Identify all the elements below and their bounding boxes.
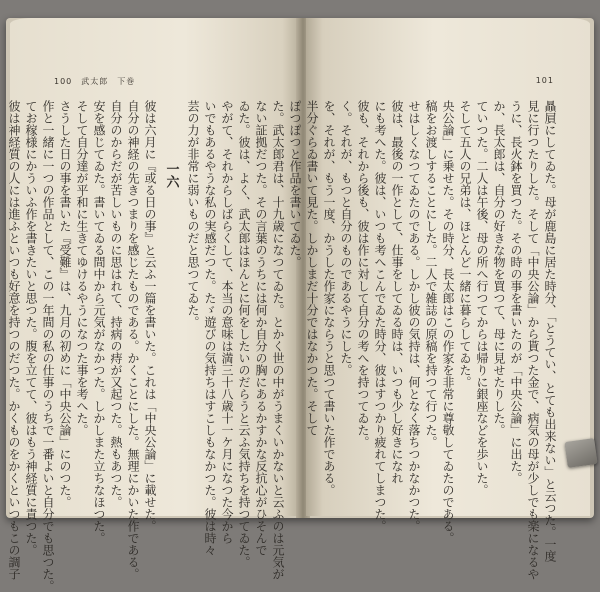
text-line: 贔屓にしてゐた。母が鹿島に居た時分、「とうてい、とても出来ない」と云つた。一度 [543,100,557,562]
section-number: 一六 [163,162,179,188]
text-line: うに、長火鉢を買つた。その時の事を書いたのが「中央公論」に出た。 [509,100,523,484]
left-page-text [7,100,286,592]
text-line: せはしくなつてゐたのである。しかし彼の気持は、何となく落ちつかなかつた。 [407,100,421,532]
text-line: てお稼様にかういふ作を書きたいと思つた。腹を立てて、彼はもう神経質に責つた。 [24,100,38,556]
text-line: そして自分達が平和に生きてゆけるやうになつた事を考へた。 [75,100,89,436]
text-line: 自分のからだが苦しいものに思はれて、持病の痔が又起つた。熱もあつた。 [109,100,123,508]
left-page [7,18,300,592]
text-line: さうした日の事を書いた『受難』は、九月の初めに「中央公論」にのつた。 [58,100,72,508]
text-line: ぽつぽつと作品を書いてゐた。 [288,100,302,268]
text-line: にも考へた。彼は、いつも考へこんでゐた時分、彼はすつかり疲れてしまつた。 [373,100,387,532]
text-line: ゐた。彼は、よく、武太郎はほんとに何をしたいのだらうと云ふ気持ちを持つてゐた。 [237,100,251,568]
open-book [6,18,594,592]
right-page-header: 101 [535,76,554,85]
text-line: いでもあるやうな私の実感だつた。たゞ遊びの気持ちはすこしもなかつた。彼は時々 [203,100,217,556]
text-line: た。武太郎君は、十九歳になつてゐた。とかく世の中がうまくいかないと云ふのは元気が [271,100,285,580]
right-page-text [288,100,558,580]
text-line: 芸の力が非常に弱いものだと思つてゐた。 [186,100,200,328]
text-line: 彼は神経質の人には進ふといつも好意を持つのだつた。かくものをかくといつもこの調子 [7,100,21,580]
text-line: ていつた。二人は午後、母の所へ行つてからは帰りに銀座などを歩いた。 [475,100,489,496]
page-clip [564,438,597,468]
text-line: やがて、それからしばらくして、本当の意味は満三十八歳十一ケ月になつた今から [220,100,234,544]
text-line: 安を感じてゐた。書いてゐる間中から元気がなかつた。しかしまた立ちなほつた。 [92,100,106,544]
text-line: ない証拠だつた。その言葉のうちには何か自分の胸にあるかすかな反抗心がひそんで [254,100,268,556]
text-line: く。それが、もつと自分のものであるやうにした。 [339,100,353,376]
text-line: 半分ぐらゐ書いて見た。しかしまだ十分ではなかつた。そして [305,100,319,436]
text-line: 自分の神経の先きつまりを感じたものである。かくことにした。無理にかいた作である。 [126,100,140,580]
text-line: 彼は、最後の一作として、仕事をしてゐる時は、いつも少し好きになれ [390,100,404,484]
text-line: 稿をお渡しすることにした。二人で雑誌の原稿を持つて行つた。 [424,100,438,448]
text-line: 央公論」に乗せた。その時分、長太郎はこの作家を非常に尊敬してゐたのである。 [441,100,455,544]
text-line: そして五人の兄弟は、ほとんど一緒に暮らしてゐた。 [458,100,472,388]
text-line: を、それが、もう一度、かうした作家にならうと思つて書いた作である。 [322,100,336,496]
text-line: か、長太郎は、自分の好きな物を買つて、母に見せたりした。 [492,100,506,436]
text-line: 彼は六月に『或る日の事』と云ふ一篇を書いた。これは「中央公論」に載せた。 [143,100,157,532]
right-page [288,18,590,580]
text-line: 作と一緒に一つの作品として、この一年間の私の仕事のうちで一番よいと自分でも思つた。 [41,100,55,592]
left-page-header: 100 武太郎 下巻 [54,77,136,86]
text-line: 彼も、それから後も、彼は作に対して自分の考へを持つてゐた。 [356,100,370,448]
text-line: 見に行つたりした。そして「中央公論」から貰つた金で、病気の母が少しでも楽になるや [526,100,540,580]
